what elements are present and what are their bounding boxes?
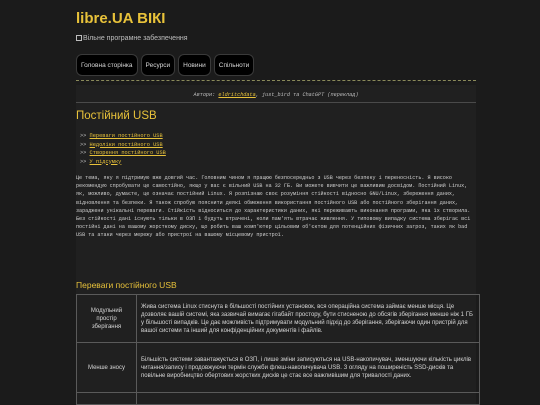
checkbox-icon bbox=[76, 35, 82, 41]
toc-link-advantages[interactable]: Переваги постійного USB bbox=[89, 133, 163, 139]
toc-link-disadvantages[interactable]: Недоліки постійного USB bbox=[89, 141, 163, 148]
nav-resources[interactable]: Ресурси bbox=[141, 54, 176, 76]
authors-divider bbox=[76, 102, 476, 103]
toc-item bbox=[80, 141, 166, 150]
table-row bbox=[77, 393, 480, 405]
table-cell-key: Модульний простір зберігання bbox=[77, 295, 137, 343]
table-cell-value bbox=[137, 393, 480, 405]
nav-communities[interactable]: Спільноти bbox=[214, 54, 255, 76]
toc-bullet: >> bbox=[80, 150, 90, 156]
toc-link-summary[interactable]: У підсумку bbox=[89, 158, 122, 165]
toc-bullet: >> bbox=[80, 141, 90, 148]
header-divider bbox=[76, 80, 476, 81]
toc-bullet: >> bbox=[80, 158, 90, 165]
intro-paragraph: Це тема, яку я підтримую вже довгий час. Головним чином я працюю безпосередньо з USB через безпеку і переносність. Я високо рекомендую спробувати це самостійно, якщо у вас є вільний USB на 32 ГБ. Ви можете вивчити це важливим досвідом. Постійний Linux, як, можливо, думаєте, це означає постійний Linux. Я розпізнаю своє розуміння стійкості відносно GNU/Linux, збереження даних, відновлення та безпеки. Я також спробую пояснити деякі обмеження використання постійного USB або постійного зберігання даних, зараджени унікальні переваги. Стійкість відноситься до характеристики даних, які переживають виконання програми, яка їх створила. Без стійкості дані існують тільки в ОЗП і будуть втрачені, коли пам'ять втрачає живлення. У типовому випадку система зберігає всі постійні дані на вашому жорсткому диску, що робить ваш комп'ютер цільовим об'єктом для потенційних фізичних загроз, таких як bad USB та атаки через мережу або пристрої на вашому місцевому пристрої. bbox=[76, 175, 471, 239]
section-title: Переваги постійного USB bbox=[76, 280, 177, 290]
site-title[interactable]: libre.UA ВІКІ bbox=[76, 10, 166, 27]
table-row bbox=[77, 295, 480, 343]
table-cell-value: Більшість системи завантажується в ОЗП, і лише зміни записуються на USB-накопичувач, зменшуючи кількість циклів читання/запису і продовжуючи термін служби флеш-накопичувача USB. З огляду на поширеність SSD-дисків та повільне виробництво обертових жорстких дисків це стає все важливішим для тривалості даних. bbox=[137, 343, 480, 393]
table-cell-key: Менше зносу bbox=[77, 343, 137, 393]
toc-item bbox=[80, 158, 166, 167]
toc-item bbox=[80, 132, 166, 141]
advantages-table bbox=[76, 294, 480, 405]
nav-home[interactable]: Головна сторінка bbox=[76, 54, 138, 76]
main-nav bbox=[76, 54, 254, 76]
table-of-contents bbox=[80, 132, 166, 166]
toc-bullet: >> bbox=[80, 133, 90, 139]
site-subtitle bbox=[76, 35, 188, 42]
nav-news[interactable]: Новини bbox=[178, 54, 211, 76]
table-cell-value: Жива система Linux стиснута в більшості постійних установок, вся операційна система займає менше місця. Це дозволяє вашій системі, яка зазвичай вимагає гігабайт простору, бути стисненою до обсягів зберігання менше ніж 1 ГБ у більшості випадків. Це дає можливість підтримувати модульний підхід до зберігання, зберігаючи один пристрій для вашої системи та інший для конфіденційних документів і файлів. bbox=[137, 295, 480, 343]
authors-suffix: , just_bird та ChatGPT (переклад) bbox=[255, 92, 359, 98]
authors-prefix: Автори: bbox=[193, 92, 216, 98]
table-row bbox=[77, 343, 480, 393]
page-title: Постійний USB bbox=[76, 110, 157, 122]
article-authors bbox=[76, 92, 476, 98]
toc-link-creation[interactable]: Створення постійного USB bbox=[89, 150, 166, 156]
author-link[interactable]: eldritchdata bbox=[218, 92, 256, 98]
table-cell-key bbox=[77, 393, 137, 405]
toc-item bbox=[80, 149, 166, 158]
subtitle-text: Вільне програмне забезпечення bbox=[83, 35, 188, 42]
